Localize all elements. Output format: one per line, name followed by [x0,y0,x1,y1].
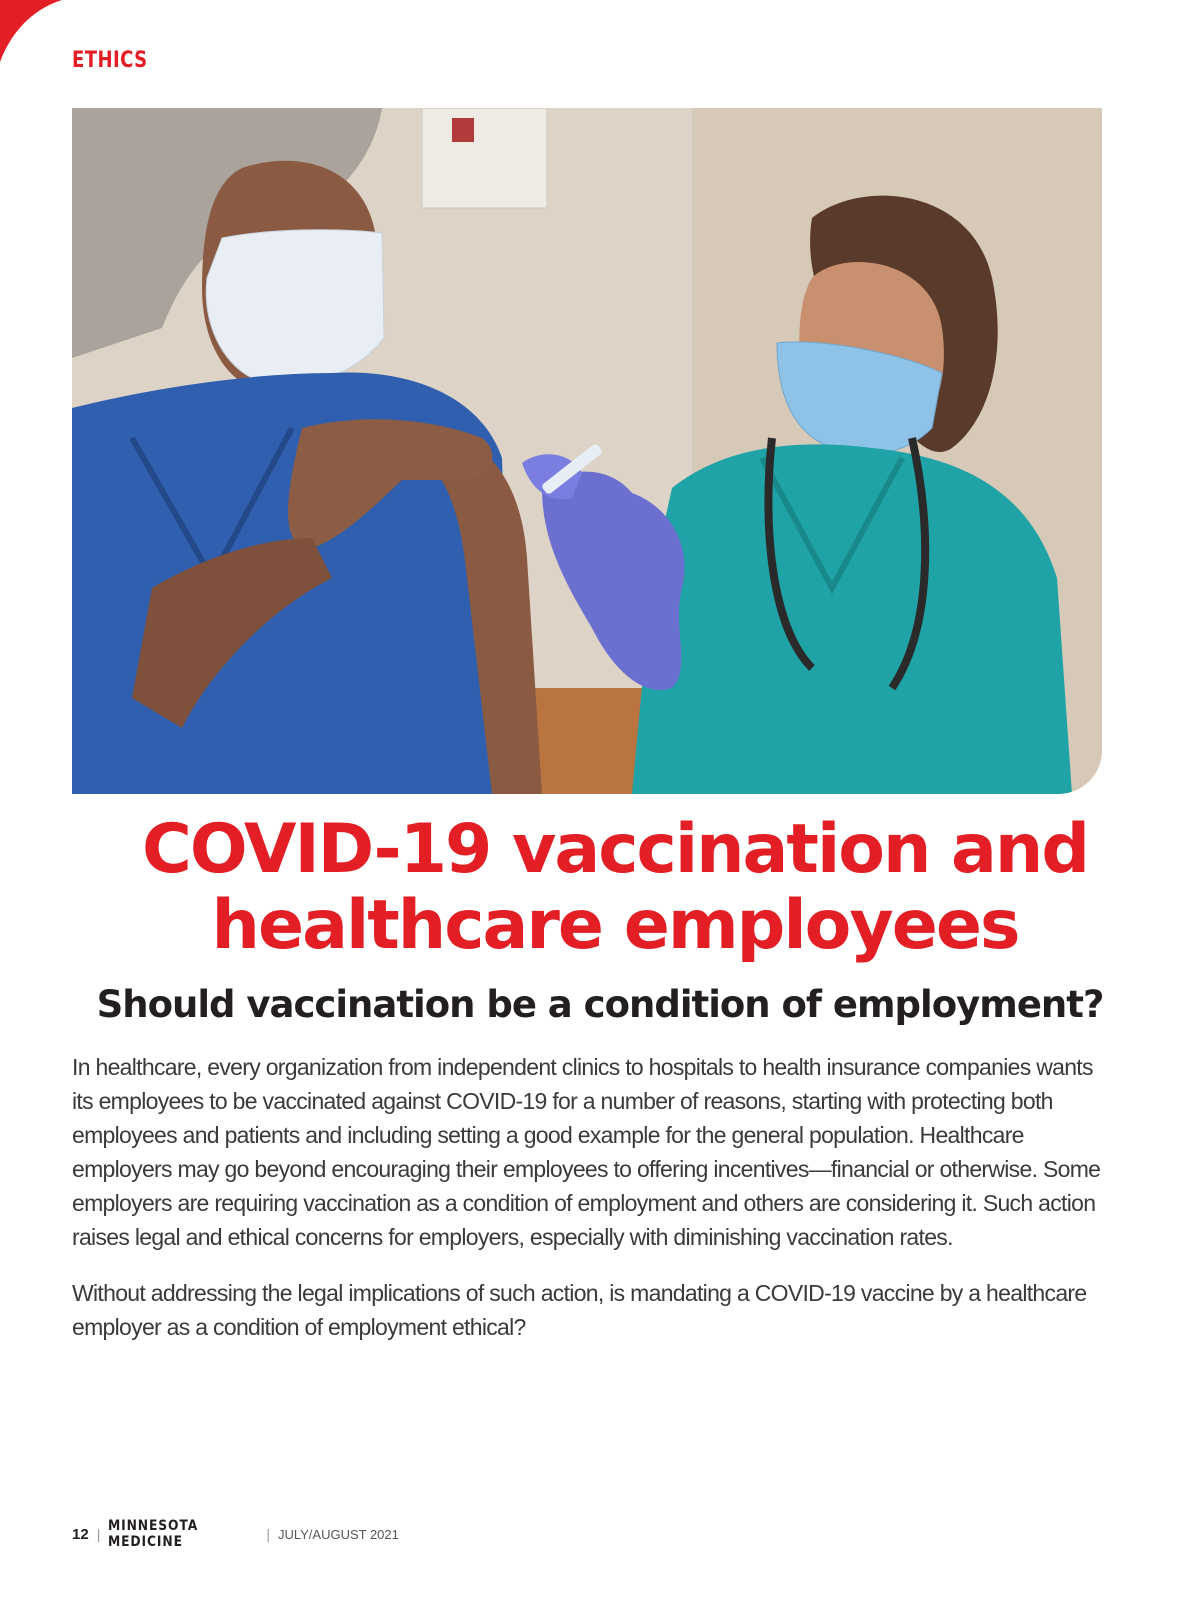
publication-name: MINNESOTA MEDICINE [108,1518,199,1550]
section-label: ETHICS [72,48,148,73]
body-paragraph-2: Without addressing the legal implications of such action, is mandating a COVID-19 vaccine by a healthcare employer as a condition of employment ethical? [72,1280,1087,1340]
footer-separator: | [96,1526,101,1542]
footer-separator: | [266,1526,270,1542]
headline-line-1: COVID-19 vaccination and [141,810,1089,889]
page-footer [72,1518,399,1550]
headline-line-2: healthcare employees [211,886,1019,965]
article-body [72,1050,1102,1366]
vaccination-photo-illustration [72,108,1102,794]
article-photo [72,108,1102,794]
article-headline [60,812,1170,964]
page-number: 12 [72,1525,89,1543]
body-paragraph-1: In healthcare, every organization from independent clinics to hospitals to health insurance companies wants its employees to be vaccinated against COVID-19 for a number of reasons, starting with protecting both employees and patients and including setting a good example for the general population. Healthcare employers may go beyond encouraging their employees to offering incentives—financial or otherwise. Some employers are requiring vaccination as a condition of employment and others are considering it. Such action raises legal and ethical concerns for employers, especially with diminishing vaccination rates. [72,1054,1101,1250]
article-subheadline: Should vaccination be a condition of employment? [96,983,1104,1026]
corner-swoosh-decoration [0,0,70,70]
issue-date: JULY/AUGUST 2021 [277,1526,399,1542]
